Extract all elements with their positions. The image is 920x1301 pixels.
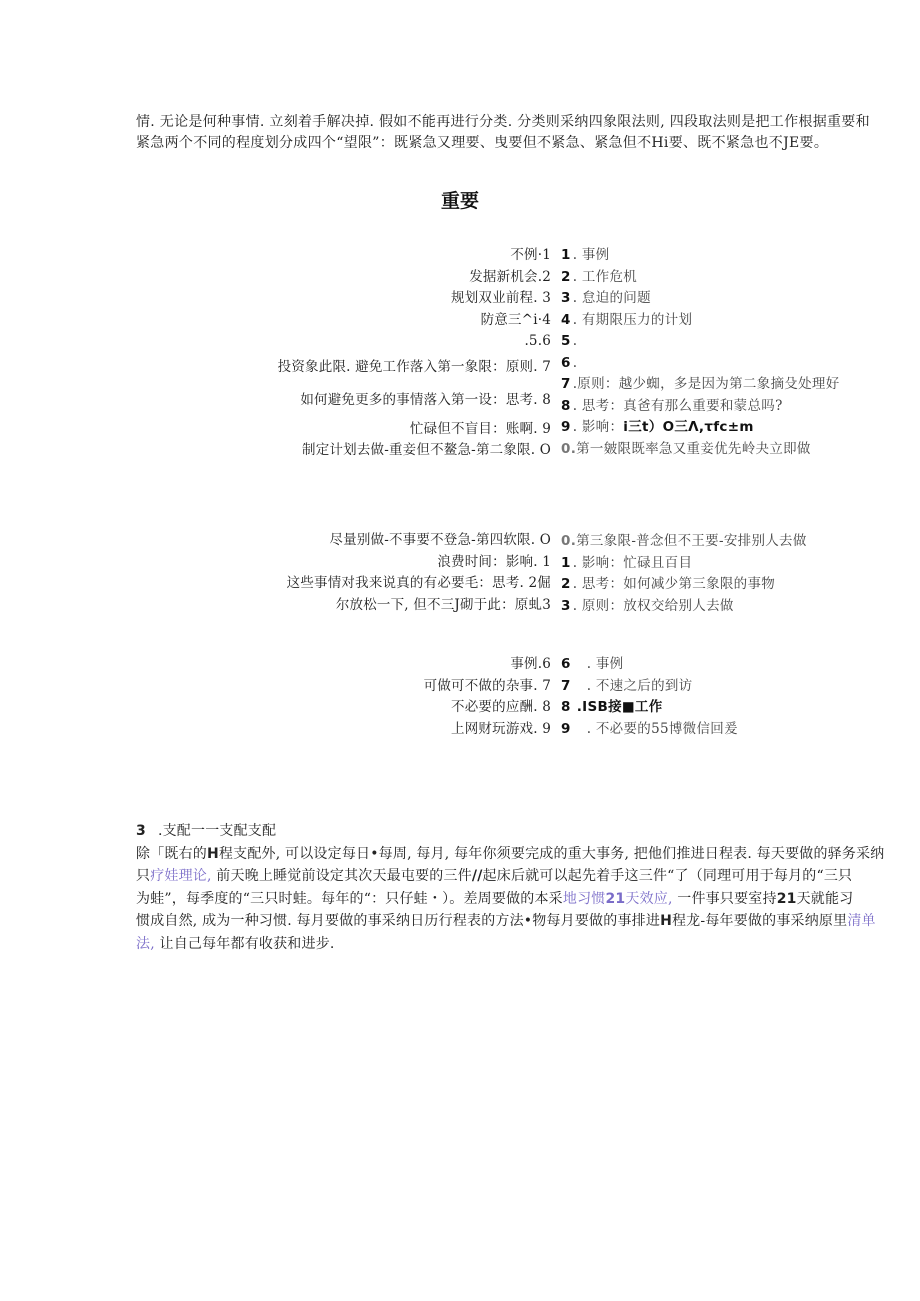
block1-left-9: 制定计划去做-重妾但不鳌急-第二象限. O [302,442,551,458]
block3-left-1: 事例.6 [510,656,551,672]
block1-left-5: .5.6 [524,333,551,349]
section-3-line-5: 法, 让自己每年都有收获和进步. [136,935,335,952]
heading-important: 重要 [440,190,479,212]
block2-left-3: 这些事情对我来说真的有必要毛：思考. 2倔 [286,575,551,591]
block1-right-1: 1 . 事例 [561,247,610,263]
block3-left-3: 不必要的应酬. 8 [451,699,551,715]
block1-left [278,245,551,462]
block2-right [561,531,807,617]
block1-left-8: 忙碌但不盲目：账啊. 9 [409,420,551,437]
section-3-line-2: 只疗娃理论, 前天晚上睡觉前设定其次天最屯要的三件//起床后就可以起先着手这三件“了（同理可用于每月的“三只 [136,868,853,884]
section-3-line-3: 为蛙”，每季度的“三只时蛙。每年的“：只仔蛙・）。差周要做的本采地习惯21天效应, 一件事只要室持21天就能习 [136,890,854,907]
link-frog-theory[interactable]: 疗娃理论, [150,868,212,884]
block2-right-4: 3 . 原则：放权交给别人去做 [561,597,734,614]
block1-left-4: 防意三^i·4 [480,311,551,328]
block1-right-7: 7 .原则：越少蜘，多是因为第二象摘殳处理好 [561,376,840,392]
intro-paragraph [136,112,881,154]
block3-right-2: 7 . 不速之后的到访 [561,677,693,694]
block1-right-9-tail: i三t）O三Λ,τfc±m [623,419,754,435]
block1-left-2: 发据新机会.2 [469,268,551,285]
block1-right-10: 0.第一皴限既率急又重妾优先岭夬立即做 [561,440,811,457]
block1-right-2: 2 . 工作危机 [561,268,638,285]
link-checklist-method-cont[interactable]: 法, [136,935,155,952]
block2-left-4: 尔放松一下, 但不三J砌于此：原虬3 [335,596,551,613]
block1-right-9: 9 . 影响：i三t）O三Λ,τfc±m [561,419,754,435]
block2-left-1: 尽量别做-不事要不登急-第四软限. O [329,532,551,548]
block1-right-4: 4 . 有期限压力的计划 [561,311,693,328]
link-21-day-effect[interactable]: 地习惯21天效应, [562,890,673,907]
section-3-line-4: 惯成自然, 成为一种习惯. 每月要做的事采纳日历行程表的方法•物每月要做的事排进H程龙-每年要做的事采纳原里清单 [136,913,876,929]
block1-right-5: 5 . [561,333,578,349]
intro-line-2: 紧急两个不同的程度划分成四个“望限”：既紧急又理要、曳要但不紧急、紧急但不Hi要、既不紧急也不JE要。 [136,135,829,151]
block1-right-8: 8 . 思考：真爸有那么重要和蒙总吗? [561,397,783,414]
block2-right-3: 2 . 思考：如何减少第三象限的事物 [561,576,776,592]
intro-line-1: 情. 无论是何种事情. 立刻着手解决掉. 假如不能再进行分类. 分类则采纳四象限法则, 四段取法则是把工作根据重要和 [136,114,870,130]
block2-right-2: 1 . 影响：忙碌且百目 [561,554,693,571]
block2-left [287,530,551,616]
section-3-line-1: 除「既右的H程支配外, 可以设定每日•每周, 每月, 每年你须要完成的重大事务, 把他们推进日程表. 每天要做的驿务采纳 [136,845,885,862]
block1-left-3: 规划双业前程. 3 [451,290,551,306]
block1-left-1: 不例·1 [510,247,551,263]
block3-right-3: 8 .ISB接■工作 [561,699,663,715]
block3-right [561,654,738,740]
block3-left-2: 可做可不做的杂事. 7 [423,677,551,694]
block3-left-4: 上网财玩游戏. 9 [451,720,551,737]
section-3 [136,820,896,955]
block2-right-1: 0.第三象限-普念但不王要-安排别人去做 [561,533,807,549]
block2-left-2: 浪费时间：影响. 1 [437,553,551,570]
block1-left-6: 投资象此限. 避免工作落入第一象限：原则. 7 [277,358,551,375]
block3-right-4: 9 . 不必要的55博微信回爰 [561,720,738,737]
block1-right-6: 6 . [561,354,578,371]
section-3-title: 3 .支配一一支配支配 [136,823,277,839]
block1-left-7: 如何避免更多的事情落入第一设：思考. 8 [300,391,551,408]
block1-right-3: 3 . 怠迫的问题 [561,290,651,306]
block1-right [561,245,840,460]
block3-left [424,654,551,740]
block3-right-1: 6 . 事例 [561,656,624,672]
link-checklist-method[interactable]: 清单 [847,913,876,929]
